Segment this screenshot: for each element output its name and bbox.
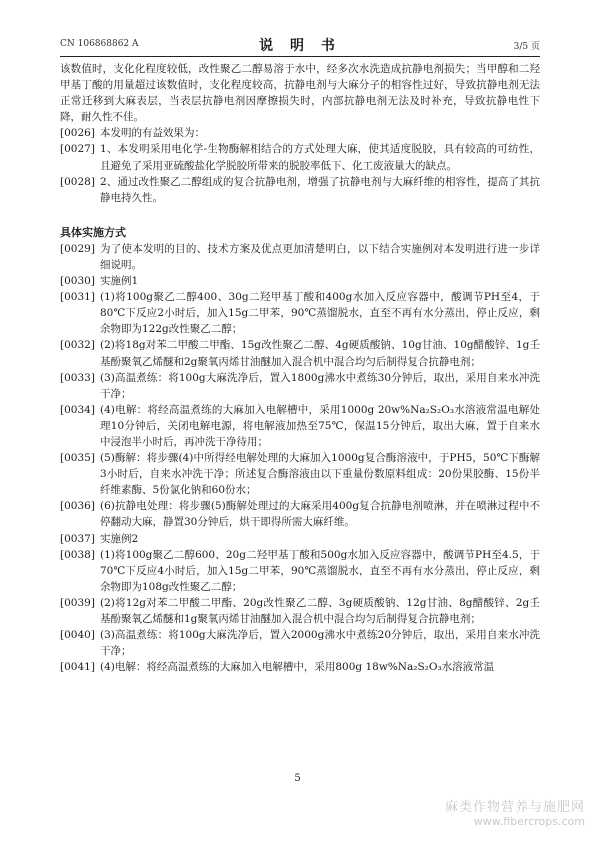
document-body bbox=[60, 61, 540, 675]
paragraph-text: (5)酶解：将步骤(4)中所得经电解处理的大麻加入1000g复合酶溶液中，于PH5，50℃下酶解3小时后，自来水冲洗干净；所述复合酶溶液由以下重量份数原料组成：20份果胶酶、15份半纤维素酶、5份氯化钠和60份水； bbox=[100, 452, 540, 497]
paragraph-number: [0041] bbox=[60, 661, 95, 674]
paragraph-text: 2、通过改性聚乙二醇组成的复合抗静电剂，增强了抗静电剂与大麻纤维的相容性，提高了其抗静电持久性。 bbox=[100, 175, 540, 204]
paragraph-number: [0032] bbox=[60, 339, 95, 352]
paragraph-text: (3)高温煮练：将100g大麻洗净后，置入2000g沸水中煮练20分钟后，取出，采用自来水冲洗干净； bbox=[100, 629, 540, 658]
paragraph-number: [0030] bbox=[60, 275, 95, 288]
paragraph-text: 实施例2 bbox=[100, 532, 139, 545]
document-title: 说 明 书 bbox=[259, 38, 341, 54]
intro-paragraph: 该数值时，支化化程度较低，改性聚乙二醇易溶于水中，经多次水洗造成抗静电剂损失；当甲醇和二羟甲基丁酸的用量超过该数值时，支化程度较高，抗静电剂与大麻分子的相容性过好，导致抗静电剂无法正常迁移到大麻表层，当表层抗静电剂因摩擦损失时，内部抗静电剂无法及时补充，导致抗静电性下降，耐久性不佳。 bbox=[60, 63, 540, 124]
paragraph bbox=[60, 450, 540, 498]
paragraph-number: [0036] bbox=[60, 500, 95, 513]
paragraph-number: [0034] bbox=[60, 403, 95, 416]
paragraph bbox=[60, 141, 540, 173]
page-header bbox=[60, 34, 540, 57]
paragraph-text: (2)将12g对苯二甲酸二甲酯、20g改性聚乙二醇、3g硬质酸钠、12g甘油、8g醋酸锌、2g壬基酚聚氧乙烯醚和1g聚氧丙烯甘油醚加入混合机中混合均匀后制得复合抗静电剂； bbox=[100, 596, 540, 625]
paragraph-number: [0037] bbox=[60, 532, 95, 545]
paragraph bbox=[60, 174, 540, 206]
paragraph-number: [0026] bbox=[60, 127, 95, 140]
paragraph-number: [0028] bbox=[60, 175, 95, 188]
paragraph bbox=[60, 402, 540, 450]
paragraph-text: (3)高温煮练：将100g大麻洗净后，置入1800g沸水中煮练30分钟后，取出，采用自来水冲洗干净； bbox=[100, 371, 540, 400]
paragraph-number: [0038] bbox=[60, 548, 95, 561]
paragraph-group-effects bbox=[60, 125, 540, 205]
paragraph bbox=[60, 498, 540, 530]
paragraph bbox=[60, 273, 540, 289]
paragraph bbox=[60, 531, 540, 547]
paragraph-text: (2)将18g对苯二甲酸二甲酯、15g改性聚乙二醇、4g硬质酸钠、10g甘油、10g醋酸锌、1g壬基酚聚氧乙烯醚和2g聚氧丙烯甘油醚加入混合机中混合均匀后制得复合抗静电剂； bbox=[100, 339, 540, 368]
paragraph-text: (4)电解：将经高温煮练的大麻加入电解槽中，采用1000g 20w%Na₂S₂O₃水溶液常温电解处理10分钟后，关闭电解电源，将电解液加热至75℃，保温15分钟后，取出大麻，置于自来水中浸泡半小时后，再冲洗干净待用； bbox=[100, 403, 540, 448]
paragraph bbox=[60, 370, 540, 402]
paragraph-number: [0035] bbox=[60, 452, 95, 465]
paragraph-text: 为了使本发明的目的、技术方案及优点更加清楚明白，以下结合实施例对本发明进行进一步详细说明。 bbox=[100, 242, 540, 271]
paragraph bbox=[60, 659, 540, 675]
paragraph-number: [0040] bbox=[60, 629, 95, 642]
paragraph bbox=[60, 627, 540, 659]
paragraph-number: [0031] bbox=[60, 291, 95, 304]
watermark-site-name: 麻类作物营养与施肥网 bbox=[444, 800, 585, 815]
paragraph-group-embodiments bbox=[60, 241, 540, 676]
paragraph-text: 实施例1 bbox=[100, 275, 139, 288]
page-info: 3/5 页 bbox=[513, 42, 540, 52]
paragraph-text: (1)将100g聚乙二醇600、20g二羟甲基丁酸和500g水加入反应容器中，酸调节PH至4.5，于70℃下反应4小时后，加入15g二甲苯，90℃蒸馏脱水，直至不再有水分蒸出，停止反应，剩余物即为108g改性聚乙二醇； bbox=[100, 548, 540, 593]
paragraph-number: [0027] bbox=[60, 143, 95, 156]
paragraph bbox=[60, 125, 540, 141]
paragraph bbox=[60, 241, 540, 273]
paragraph bbox=[60, 337, 540, 369]
watermark bbox=[445, 796, 585, 828]
paragraph bbox=[60, 547, 540, 595]
paragraph-text: (1)将100g聚乙二醇400、30g二羟甲基丁酸和400g水加入反应容器中，酸调节PH至4，于80℃下反应2小时后，加入15g二甲苯，90℃蒸馏脱水，直至不再有水分蒸出，停止反应，剩余物即为122g改性聚乙二醇； bbox=[100, 291, 540, 336]
paragraph-text: (6)抗静电处理：将步骤(5)酶解处理过的大麻采用400g复合抗静电剂喷淋，并在喷淋过程中不停翻动大麻，静置30分钟后，烘干即得所需大麻纤维。 bbox=[100, 500, 540, 529]
paragraph-number: [0039] bbox=[60, 596, 95, 609]
paragraph bbox=[60, 289, 540, 337]
document-number: CN 106868862 A bbox=[60, 39, 139, 49]
paragraph-number: [0033] bbox=[60, 371, 95, 384]
paragraph bbox=[60, 595, 540, 627]
watermark-url: www.fibercrops.com bbox=[473, 815, 585, 828]
paragraph-text: (4)电解：将经高温煮练的大麻加入电解槽中，采用800g 18w%Na₂S₂O₃水溶液常温 bbox=[100, 661, 495, 674]
section-heading: 具体实施方式 bbox=[60, 225, 126, 239]
page-number: 5 bbox=[294, 773, 301, 784]
paragraph-text: 本发明的有益效果为： bbox=[100, 127, 205, 140]
paragraph-text: 1、本发明采用电化学-生物酶解相结合的方式处理大麻，使其适度脱胶，具有较高的可纺性，且避免了采用亚硫酸盐化学脱胶所带来的脱胶率低下、化工废液量大的缺点。 bbox=[100, 143, 540, 172]
paragraph-number: [0029] bbox=[60, 242, 95, 255]
